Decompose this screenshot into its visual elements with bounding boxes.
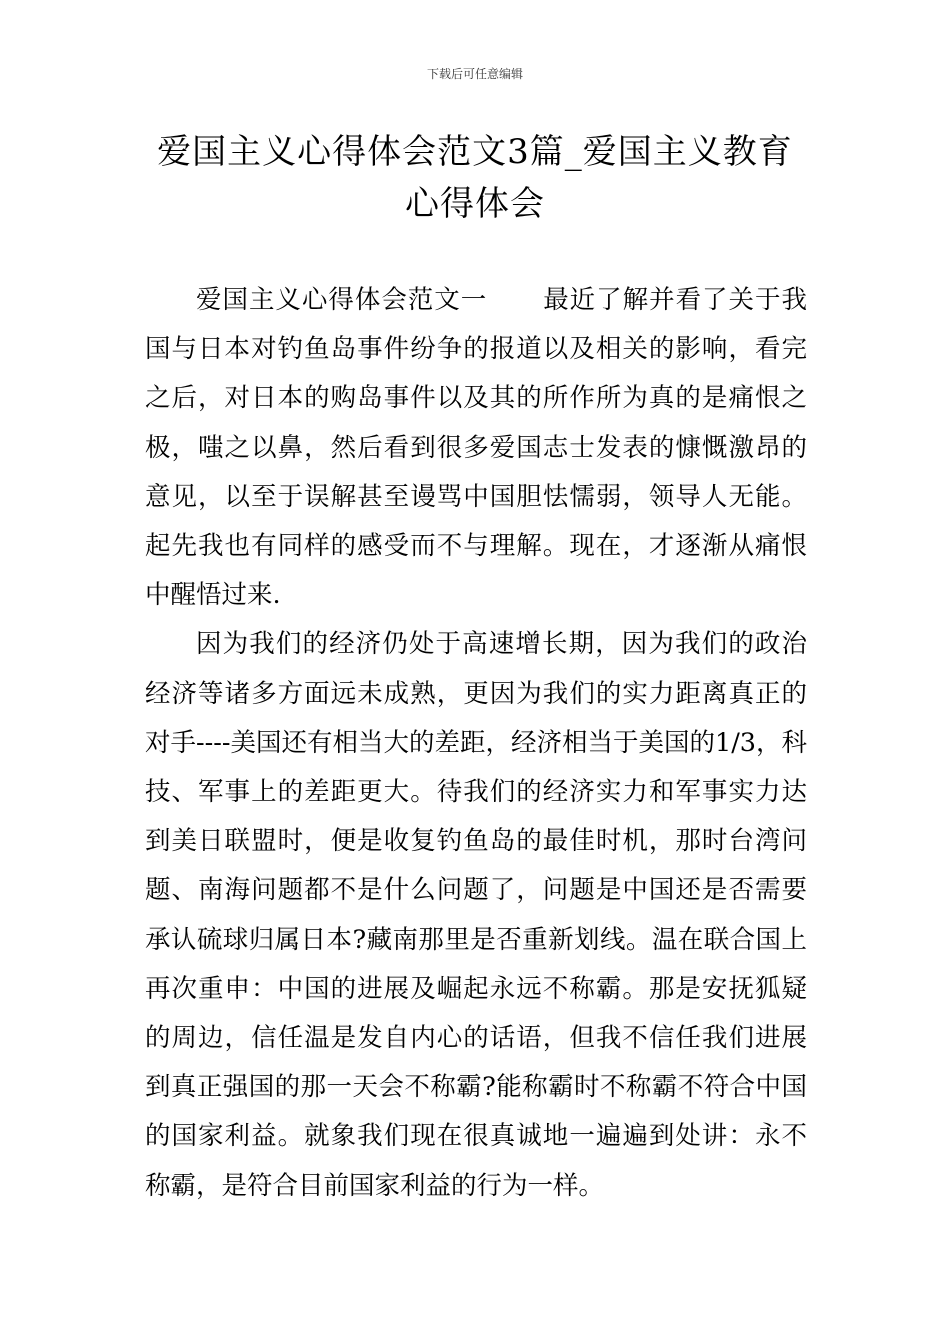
title-line-1: 爱国主义心得体会范文3篇_爱国主义教育 [157,132,793,172]
document-title [120,126,830,230]
paragraph-2: 因为我们的经济仍处于高速增长期，因为我们的政治经济等诸多方面远未成熟，更因为我们的实力距离真正的对手----美国还有相当大的差距，经济相当于美国的1/3，科技、军事上的差距更大。待我们的经济实力和军事实力达到美日联盟时，便是收复钓鱼岛的最佳时机，那时台湾问题、南海问题都不是什么问题了，问题是中国还是否需要承认硫球归属日本?藏南那里是否重新划线。温在联合国上再次重申：中国的进展及崛起永远不称霸。那是安抚狐疑的周边，信任温是发自内心的话语，但我不信任我们进展到真正强国的那一天会不称霸?能称霸时不称霸不符合中国的国家利益。就象我们现在很真诚地一遍遍到处讲：永不称霸，是符合目前国家利益的行为一样。 [145,629,808,1201]
document-body [145,276,807,1211]
title-line-2: 心得体会 [405,184,545,224]
paragraph-1 [145,276,807,620]
section-label: 爱国主义心得体会范文一 [196,285,488,315]
header-note: 下载后可任意编辑 [426,67,523,81]
paragraph-1-text: 最近了解并看了关于我国与日本对钓鱼岛事件纷争的报道以及相关的影响，看完之后，对日本的购岛事件以及其的所作所为真的是痛恨之极，嗤之以鼻，然后看到很多爱国志士发表的慷慨激昂的意见，以至于误解甚至谩骂中国胆怯懦弱，领导人无能。起先我也有同样的感受而不与理解。现在，才逐渐从痛恨中醒悟过来. [145,285,807,611]
